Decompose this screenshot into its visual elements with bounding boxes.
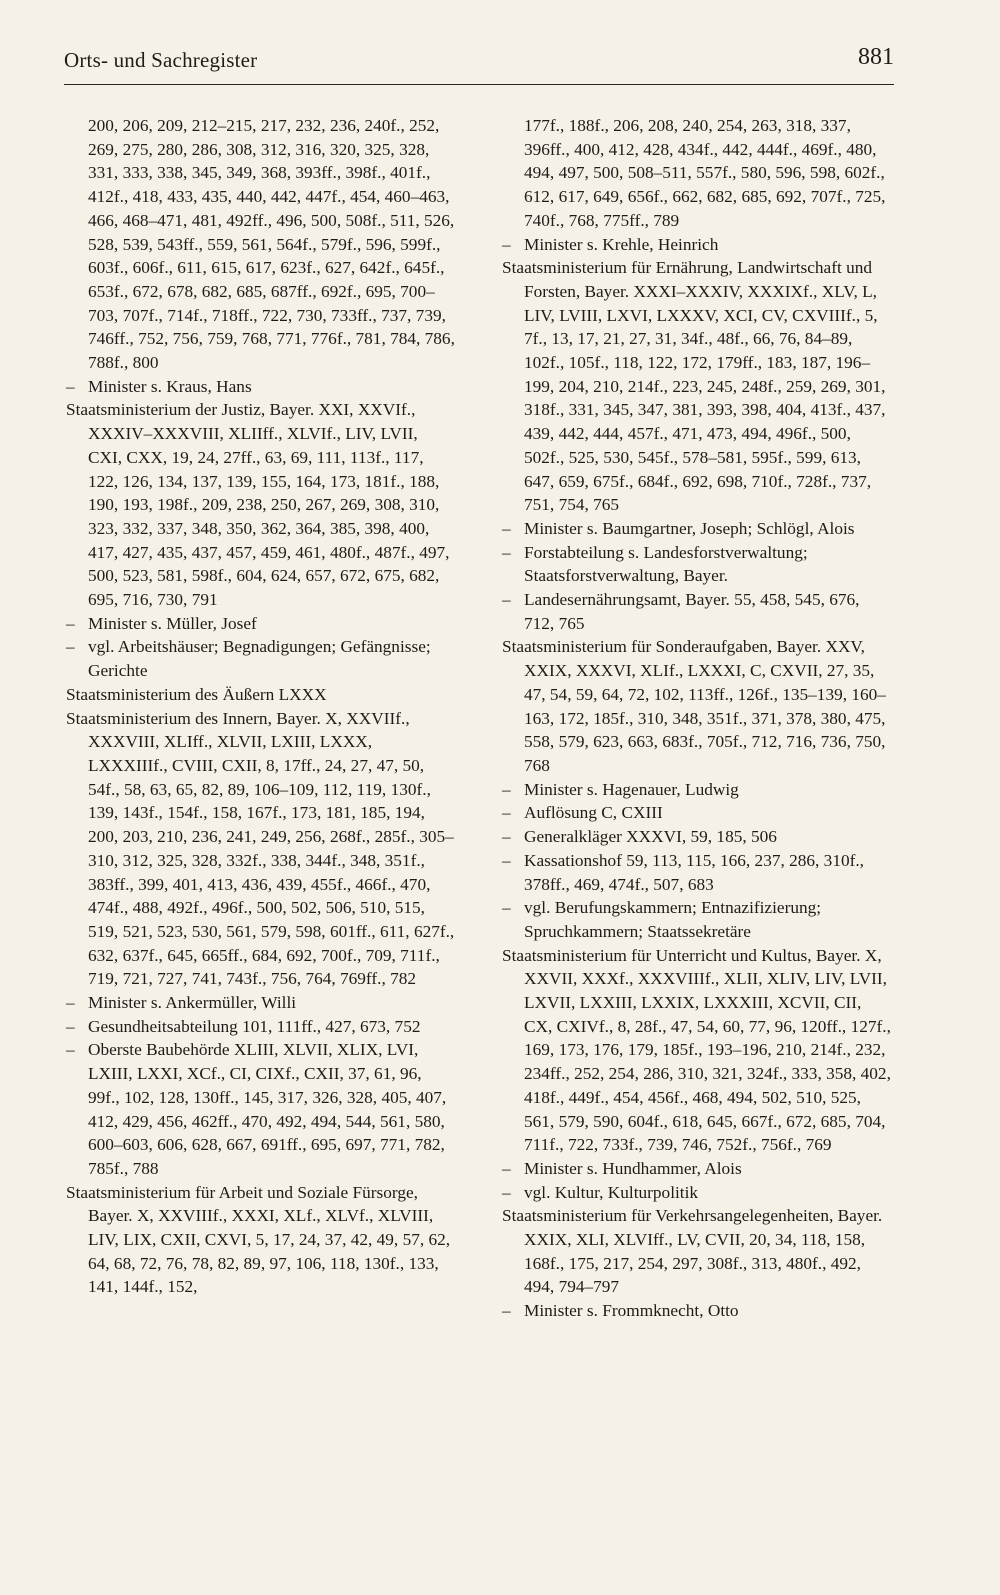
entry-text: vgl. Kultur, Kulturpolitik xyxy=(524,1182,699,1202)
index-column-right xyxy=(502,114,892,1323)
entry-text: vgl. Berufungskammern; Entnazifizierung; Spruchkammern; Staatssekretäre xyxy=(524,898,822,941)
entry-text: Landesernährungsamt, Bayer. 55, 458, 545, 676, 712, 765 xyxy=(524,590,860,633)
index-subentry xyxy=(502,541,892,588)
subentry-dash: – xyxy=(502,779,511,799)
index-subentry xyxy=(66,1038,456,1180)
entry-text: Minister s. Frommknecht, Otto xyxy=(524,1301,739,1321)
subentry-dash: – xyxy=(66,1040,75,1060)
index-subentry xyxy=(502,588,892,635)
entry-text: Minister s. Baumgartner, Joseph; Schlögl, Alois xyxy=(524,518,855,538)
entry-text: Minister s. Müller, Josef xyxy=(88,613,257,633)
entry-text: Staatsministerium der Justiz, Bayer. XXI, XXVIf., XXXIV–XXXVIII, XLIIff., XLVIf., LIV, LVII, CXI, CXX, 19, 24, 27ff., 63, 69, 111, 113f., 117, 122, 126, 134, 137, 139, 155, 164, 173, 181f., 188, 190, 193, 198f., 209, 238, 250, 267, 269, 308, 310, 323, 332, 337, 348, 350, 362, 364, 385, 398, 400, 417, 427, 435, 437, 457, 459, 461, 480f., 487f., 497, 500, 523, 581, 598f., 604, 624, 657, 672, 675, 682, 695, 716, 730, 791 xyxy=(66,400,450,610)
entry-text: Minister s. Hagenauer, Ludwig xyxy=(524,779,739,799)
subentry-dash: – xyxy=(66,637,75,657)
index-subentry xyxy=(502,825,892,849)
subentry-dash: – xyxy=(502,542,511,562)
index-subentry xyxy=(66,991,456,1015)
subentry-dash: – xyxy=(502,827,511,847)
subentry-dash: – xyxy=(66,1016,75,1036)
index-subentry xyxy=(502,1299,892,1323)
entry-text: Minister s. Hundhammer, Alois xyxy=(524,1158,742,1178)
subentry-dash: – xyxy=(502,1158,511,1178)
index-entry xyxy=(502,944,892,1157)
page-header xyxy=(64,44,894,85)
index-entry-continuation xyxy=(66,114,456,375)
index-subentry xyxy=(66,635,456,682)
index-subentry xyxy=(502,1157,892,1181)
entry-text: Staatsministerium für Arbeit und Soziale Fürsorge, Bayer. X, XXVIIIf., XXXI, XLf., XLVf., XLVIII, LIV, LIX, CXII, CXVI, 5, 17, 24, 37, 42, 49, 57, 62, 64, 68, 72, 76, 78, 82, 89, 97, 106, 118, 130f., 133, 141, 144f., 152, xyxy=(66,1182,451,1297)
entry-text: vgl. Arbeitshäuser; Begnadigungen; Gefängnisse; Gerichte xyxy=(88,637,431,681)
entry-text: Staatsministerium für Ernährung, Landwirtschaft und Forsten, Bayer. XXXI–XXXIV, XXXIXf., XLV, L, LIV, LVIII, LXVI, LXXXV, XCI, CV, CXVIIIf., 5, 7f., 13, 17, 21, 27, 31, 34f., 48f., 66, 76, 84–89, 102f., 105f., 118, 122, 172, 179ff., 183, 187, 196–199, 204, 210, 214f., 223, 245, 248f., 259, 269, 301, 318f., 331, 345, 347, 381, 393, 398, 404, 413f., 437, 439, 442, 444, 457f., 471, 473, 494, 496f., 500, 502f., 525, 530, 545f., 578–581, 595f., 599, 613, 647, 659, 675f., 684f., 692, 698, 710f., 728f., 737, 751, 754, 765 xyxy=(502,258,886,515)
subentry-dash: – xyxy=(502,234,511,254)
subentry-dash: – xyxy=(502,590,511,610)
entry-text: 177f., 188f., 206, 208, 240, 254, 263, 318, 337, 396ff., 400, 412, 428, 434f., 442, 444f., 469f., 480, 494, 497, 500, 508–511, 557f., 580, 596, 598, 602f., 612, 617, 649, 656f., 662, 682, 685, 692, 707f., 725, 740f., 768, 775ff., 789 xyxy=(524,116,886,230)
entry-text: Staatsministerium für Unterricht und Kultus, Bayer. X, XXVII, XXXf., XXXVIIIf., XLII, XLIV, LIV, LVII, LXVII, LXXIII, LXXIX, LXXXIII, XCVII, CII, CX, CXIVf., 8, 28f., 47, 54, 60, 77, 96, 120ff., 127f., 169, 173, 176, 179, 185f., 193–196, 210, 214f., 232, 234ff., 252, 254, 286, 310, 321, 324f., 333, 358, 402, 418f., 449f., 454, 456f., 468, 494, 502, 510, 525, 561, 579, 590, 604f., 618, 645, 667f., 672, 685, 704, 711f., 722, 733f., 739, 746, 752f., 756f., 769 xyxy=(502,945,891,1155)
entry-text: Oberste Baubehörde XLIII, XLVII, XLIX, LVI, LXIII, LXXI, XCf., CI, CIXf., CXII, 37, 61, 96, 99f., 102, 128, 130ff., 145, 317, 326, 328, 405, 407, 412, 429, 456, 462ff., 470, 492, 494, 544, 561, 580, 600–603, 606, 628, 667, 691ff., 695, 697, 771, 782, 785f., 788 xyxy=(88,1040,447,1178)
entry-text: Minister s. Kraus, Hans xyxy=(88,376,252,396)
entry-text: Staatsministerium für Verkehrsangelegenheiten, Bayer. XXIX, XLI, XLVIff., LV, CVII, 20, 34, 118, 158, 168f., 175, 217, 254, 297, 308f., 313, 480f., 492, 494, 794–797 xyxy=(502,1206,883,1297)
subentry-dash: – xyxy=(502,803,511,823)
index-subentry xyxy=(502,1181,892,1205)
running-head: Orts- und Sachregister xyxy=(64,48,258,72)
index-subentry xyxy=(66,612,456,636)
index-subentry xyxy=(502,849,892,896)
entry-text: Kassationshof 59, 113, 115, 166, 237, 286, 310f., 378ff., 469, 474f., 507, 683 xyxy=(524,850,865,894)
index-entry xyxy=(502,635,892,777)
entry-text: Forstabteilung s. Landesforstverwaltung; Staatsforstverwaltung, Bayer. xyxy=(524,542,808,586)
index-subentry xyxy=(502,896,892,943)
subentry-dash: – xyxy=(502,898,511,918)
index-subentry xyxy=(502,778,892,802)
index-subentry xyxy=(502,233,892,257)
subentry-dash: – xyxy=(66,993,75,1013)
index-entry xyxy=(66,398,456,611)
subentry-dash: – xyxy=(502,1301,511,1321)
subentry-dash: – xyxy=(502,1182,511,1202)
entry-text: Staatsministerium des Innern, Bayer. X, XXVIIf., XXXVIII, XLIff., XLVII, LXIII, LXXX, LXXXIIIf., CVIII, CXII, 8, 17ff., 24, 27, 47, 50, 54f., 58, 63, 65, 82, 89, 106–109, 112, 119, 130f., 139, 143f., 154f., 158, 167f., 173, 181, 185, 194, 200, 203, 210, 236, 241, 249, 256, 268f., 285f., 305–310, 312, 325, 328, 332f., 338, 344f., 348, 351f., 383ff., 399, 401, 413, 436, 439, 455f., 466f., 470, 474f., 488, 492f., 496f., 500, 502, 506, 510, 515, 519, 521, 523, 530, 561, 579, 598, 601ff., 611, 627f., 632, 637f., 645, 665ff., 684, 692, 700f., 709, 711f., 719, 721, 727, 741, 743f., 756, 764, 769ff., 782 xyxy=(66,708,455,989)
page-number: 881 xyxy=(858,44,894,70)
index-entry xyxy=(66,683,456,707)
index-subentry xyxy=(66,1015,456,1039)
subentry-dash: – xyxy=(502,850,511,870)
index-subentry xyxy=(502,801,892,825)
entry-text: Gesundheitsabteilung 101, 111ff., 427, 673, 752 xyxy=(88,1016,421,1036)
entry-text: Minister s. Krehle, Heinrich xyxy=(524,234,719,254)
index-subentry xyxy=(502,517,892,541)
index-entry-continuation xyxy=(502,114,892,233)
entry-text: Staatsministerium für Sonderaufgaben, Bayer. XXV, XXIX, XXXVI, XLIf., LXXXI, C, CXVII, 27, 35, 47, 54, 59, 64, 72, 102, 113ff., 126f., 135–139, 160–163, 172, 185f., 310, 348, 351f., 371, 378, 380, 475, 558, 579, 623, 663, 683f., 705f., 712, 716, 736, 750, 768 xyxy=(502,637,886,775)
index-entry xyxy=(66,1181,456,1300)
subentry-dash: – xyxy=(66,376,75,396)
subentry-dash: – xyxy=(66,613,75,633)
index-subentry xyxy=(66,375,456,399)
index-entry xyxy=(502,1204,892,1299)
index-entry xyxy=(66,707,456,991)
entry-text: Staatsministerium des Äußern LXXX xyxy=(66,684,327,704)
entry-text: Auflösung C, CXIII xyxy=(524,803,663,823)
index-entry xyxy=(502,256,892,517)
entry-text: 200, 206, 209, 212–215, 217, 232, 236, 240f., 252, 269, 275, 280, 286, 308, 312, 316, 320, 325, 328, 331, 333, 338, 345, 349, 368, 393ff., 398f., 401f., 412f., 418, 433, 435, 440, 442, 447f., 454, 460–463, 466, 468–471, 481, 492ff., 496, 500, 508f., 511, 526, 528, 539, 543ff., 559, 561, 564f., 579f., 596, 599f., 603f., 606f., 611, 615, 617, 623f., 627, 642f., 645f., 653f., 672, 678, 682, 685, 687ff., 692f., 695, 700–703, 707f., 714f., 718ff., 722, 730, 733ff., 737, 739, 746ff., 752, 756, 759, 768, 771, 776f., 781, 784, 786, 788f., 800 xyxy=(88,116,455,373)
entry-text: Minister s. Ankermüller, Willi xyxy=(88,993,297,1013)
entry-text: Generalkläger XXXVI, 59, 185, 506 xyxy=(524,827,777,847)
index-column-left xyxy=(66,114,456,1299)
subentry-dash: – xyxy=(502,518,511,538)
